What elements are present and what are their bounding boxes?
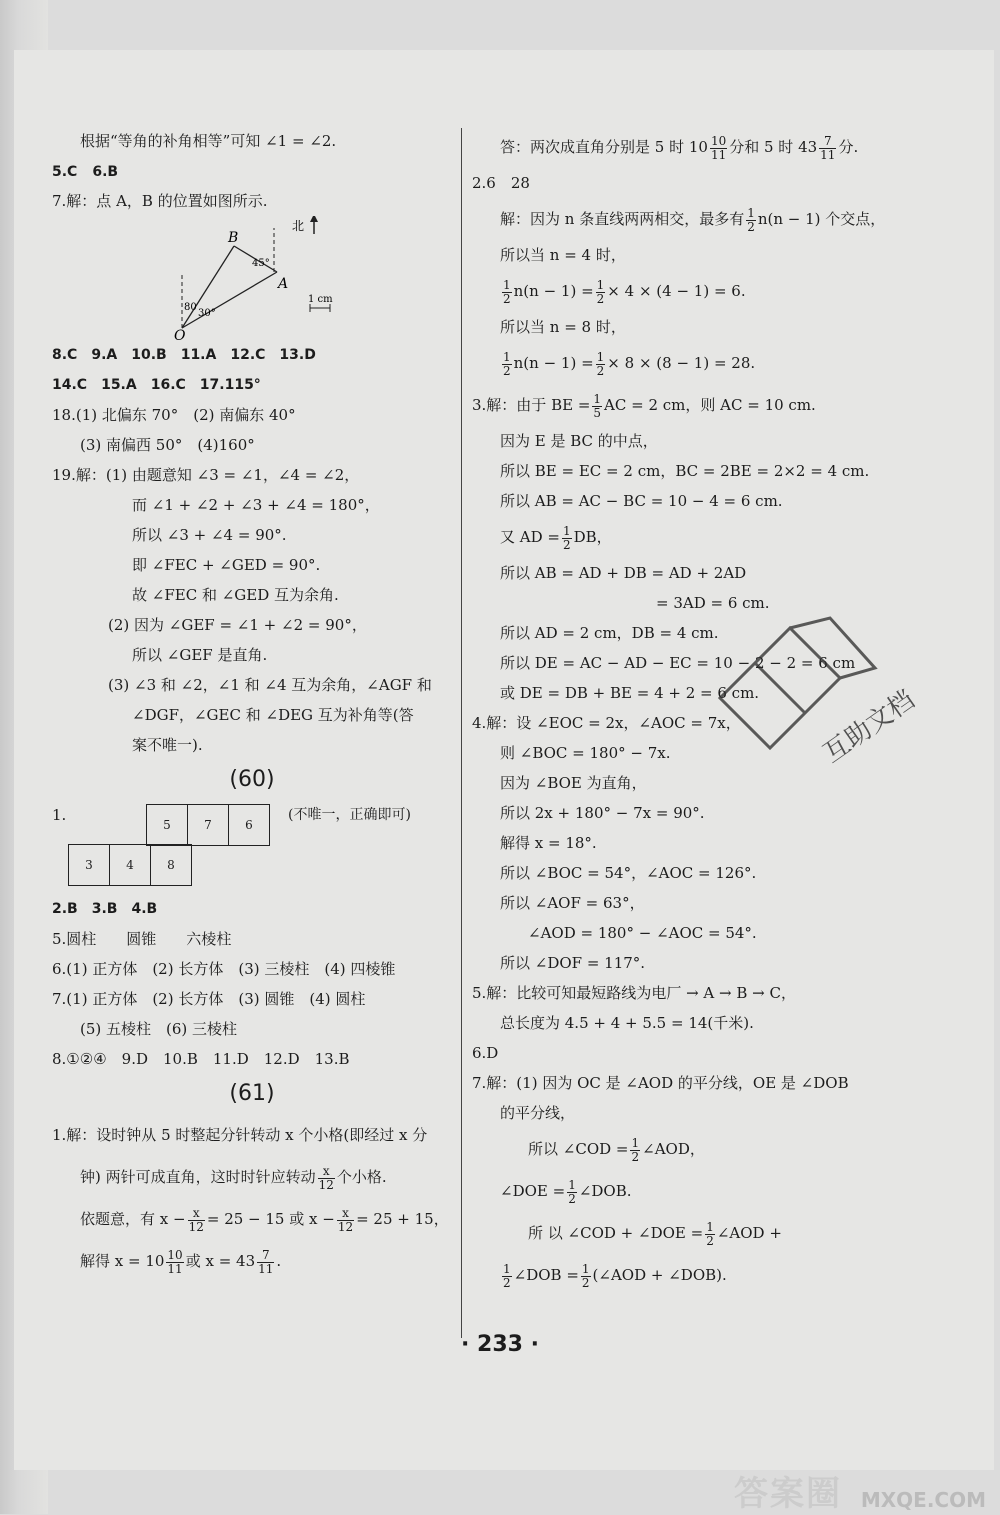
question-number: 1.	[52, 806, 67, 824]
text-line: 解得 x = 18°.	[500, 834, 597, 852]
net-bottom-row	[68, 844, 192, 886]
fraction: $\frac{1}{5}$	[593, 391, 602, 420]
answer-line: 2.B 3.B 4.B	[52, 901, 158, 917]
fraction: $\frac{1}{2}$	[562, 523, 571, 552]
text-line: 所以 DE = AC − AD − EC = 10 − 2 − 2 = 6 cm	[500, 654, 856, 672]
text-line: 解得 x = 10 $\frac{10}{11}$ 或 x = 43 $\frac{7}{11}$ .	[80, 1247, 282, 1276]
text-line: ∠DOE = $\frac{1}{2}$ ∠DOB.	[500, 1177, 632, 1206]
section-heading-61: (61)	[229, 1081, 275, 1106]
angle-45: 45°	[252, 258, 270, 269]
text-line: 所以 ∠3 + ∠4 = 90°.	[132, 526, 287, 544]
text-line: 所以 2x + 180° − 7x = 90°.	[500, 804, 705, 822]
angle-30: 30°	[198, 308, 216, 319]
text-line: 所以 ∠GEF 是直角.	[132, 646, 268, 664]
text-line: 所以当 n = 4 时，	[500, 246, 626, 264]
fraction: $\frac{7}{11}$	[820, 133, 836, 162]
note: (不唯一，正确即可)	[288, 807, 411, 823]
stamp-mark	[700, 608, 930, 798]
text-line: = 3AD = 6 cm.	[656, 594, 770, 612]
fraction: $\frac{1}{2}$	[503, 1261, 511, 1290]
text-line: ∠DGF，∠GEC 和 ∠DEG 互为补角等(答	[132, 706, 414, 724]
fraction: $\frac{1}{2}$	[568, 1177, 576, 1206]
text-line: $\frac{1}{2}$ n(n − 1) = $\frac{1}{2}$ × 8 × (8 − 1) = 28.	[503, 349, 756, 378]
text-line: (3) ∠3 和 ∠2，∠1 和 ∠4 互为余角，∠AGF 和	[108, 676, 432, 694]
text-line: 所以 AD = 2 cm，DB = 4 cm.	[500, 624, 719, 642]
net-face: 7	[188, 805, 229, 846]
answer-6: 6.B	[92, 164, 119, 180]
net-top-row	[146, 804, 270, 846]
fraction: $\frac{x}{12}$	[188, 1205, 204, 1234]
fraction: $\frac{x}{12}$	[318, 1163, 334, 1192]
fraction: $\frac{1}{2}$	[631, 1135, 640, 1164]
fraction: $\frac{1}{2}$	[706, 1219, 714, 1248]
fraction: $\frac{7}{11}$	[258, 1247, 274, 1276]
text-line: 又 AD = $\frac{1}{2}$ DB，	[500, 523, 612, 552]
net-face: 4	[110, 845, 151, 886]
text-line: (5) 五棱柱 (6) 三棱柱	[80, 1020, 238, 1038]
label-B: B	[228, 230, 239, 246]
text-line: 总长度为 4.5 + 4 + 5.5 = 14(千米).	[500, 1014, 754, 1032]
net-figure	[52, 800, 452, 894]
text-line: 所以 AB = AD + DB = AD + 2AD	[500, 564, 747, 582]
text-line: 而 ∠1 + ∠2 + ∠3 + ∠4 = 180°，	[132, 496, 380, 514]
text-line: 所以 AB = AC − BC = 10 − 4 = 6 cm.	[500, 492, 783, 510]
text-line: 的平分线，	[500, 1104, 576, 1122]
answer-line: 8.①②④ 9.D 10.B 11.D 12.D 13.B	[52, 1050, 350, 1068]
text-line: 因为 E 是 BC 的中点，	[500, 432, 658, 450]
text-line: 所 以 ∠COD + ∠DOE = $\frac{1}{2}$ ∠AOD +	[528, 1219, 782, 1248]
text-line: 因为 ∠BOE 为直角，	[500, 774, 647, 792]
fraction: $\frac{1}{2}$	[747, 205, 755, 234]
column-divider	[461, 128, 462, 1338]
fraction: $\frac{x}{12}$	[337, 1205, 354, 1234]
answer-line: 14.C 15.A 16.C 17.115°	[52, 377, 261, 393]
text-line: (2) 因为 ∠GEF = ∠1 + ∠2 = 90°，	[108, 616, 367, 634]
text-line: 依题意，有 x − $\frac{x}{12}$ = 25 − 15 或 x − $\frac{x}{12}$ = 25 + 15，	[80, 1205, 449, 1234]
text-line: 所以当 n = 8 时，	[500, 318, 626, 336]
text-line: 5.圆柱 圆锥 六棱柱	[52, 930, 232, 948]
text-line: 则 ∠BOC = 180° − 7x.	[500, 744, 671, 762]
fraction: $\frac{1}{2}$	[596, 349, 605, 378]
text-line: 18.(1) 北偏东 70° (2) 南偏东 40°	[52, 406, 296, 424]
stamp-overlay	[700, 608, 930, 798]
angle-80: 80	[184, 302, 197, 313]
text-line: 所以 BE = EC = 2 cm，BC = 2BE = 2×2 = 4 cm.	[500, 462, 870, 480]
text-line: 6.(1) 正方体 (2) 长方体 (3) 三棱柱 (4) 四棱锥	[52, 960, 396, 978]
fraction: $\frac{1}{2}$	[596, 277, 605, 306]
compass-figure	[52, 216, 452, 340]
text-line: $\frac{1}{2}$ n(n − 1) = $\frac{1}{2}$ × 4 × (4 − 1) = 6.	[503, 277, 746, 306]
answer-line: 8.C 9.A 10.B 11.A 12.C 13.D	[52, 347, 316, 363]
text-line: 或 DE = DB + BE = 4 + 2 = 6 cm.	[500, 684, 760, 702]
text-line: 故 ∠FEC 和 ∠GED 互为余角.	[132, 586, 339, 604]
net-face: 5	[147, 805, 188, 846]
text-line: 案不唯一).	[132, 736, 203, 754]
fraction: $\frac{1}{2}$	[581, 1261, 590, 1290]
text-line: $\frac{1}{2}$ ∠DOB = $\frac{1}{2}$ (∠AOD + ∠DOB).	[503, 1261, 727, 1290]
watermark-logo: 答案圈	[734, 1474, 842, 1514]
section-heading-60: (60)	[229, 767, 275, 792]
scale-label: 1 cm	[308, 294, 333, 305]
answer-5: 5.C	[52, 164, 78, 180]
text-line: 答：两次成直角分别是 5 时 10 $\frac{10}{11}$ 分和 5 时 43 $\frac{7}{11}$ 分.	[500, 133, 859, 162]
answer-line: 2.6 28	[472, 174, 530, 192]
label-A: A	[278, 276, 289, 292]
text-line: 5.解：比较可知最短路线为电厂 → A → B → C，	[472, 984, 796, 1002]
position-diagram	[52, 216, 352, 340]
text-line: 所以 ∠COD = $\frac{1}{2}$ ∠AOD，	[528, 1135, 705, 1164]
north-label: 北	[292, 219, 305, 233]
fraction: $\frac{1}{2}$	[503, 349, 511, 378]
net-face: 8	[151, 845, 192, 886]
net-face: 3	[69, 845, 110, 886]
stamp-text: 互助文档	[817, 684, 921, 770]
text-line: 钟) 两针可成直角，这时时针应转动 $\frac{x}{12}$ 个小格.	[80, 1163, 387, 1192]
left-column	[52, 126, 452, 1282]
text-line: (3) 南偏西 50° (4)160°	[80, 436, 255, 454]
text-line: 7.(1) 正方体 (2) 长方体 (3) 圆锥 (4) 圆柱	[52, 990, 366, 1008]
answer-line: 6.D	[472, 1044, 499, 1062]
fraction: $\frac{10}{11}$	[710, 133, 727, 162]
text-line: 所以 ∠DOF = 117°.	[500, 954, 646, 972]
text-line: 即 ∠FEC + ∠GED = 90°.	[132, 556, 321, 574]
watermark	[734, 1466, 994, 1512]
watermark-url: MXQE.COM	[860, 1488, 986, 1512]
answer-line	[52, 156, 452, 186]
text-line: 解：因为 n 条直线两两相交，最多有 $\frac{1}{2}$ n(n − 1) 个交点，	[500, 205, 886, 234]
text-line: ∠AOD = 180° − ∠AOC = 54°.	[528, 924, 757, 942]
text-line: 7.解：(1) 因为 OC 是 ∠AOD 的平分线，OE 是 ∠DOB	[472, 1074, 849, 1092]
text-line: 所以 ∠AOF = 63°，	[500, 894, 645, 912]
label-O: O	[174, 328, 186, 340]
net-face: 6	[229, 805, 270, 846]
text-line: 1.解：设时钟从 5 时整起分针转动 x 个小格(即经过 x 分	[52, 1126, 428, 1144]
text-line: 4.解：设 ∠EOC = 2x，∠AOC = 7x，	[472, 714, 741, 732]
fraction: $\frac{10}{11}$	[167, 1247, 183, 1276]
text-line: 所以 ∠BOC = 54°，∠AOC = 126°.	[500, 864, 757, 882]
fraction: $\frac{1}{2}$	[503, 277, 511, 306]
text-line: 3.解：由于 BE = $\frac{1}{5}$ AC = 2 cm，则 AC = 10 cm.	[472, 391, 816, 420]
text-line: 根据“等角的补角相等”可知 ∠1 = ∠2.	[80, 132, 337, 150]
page-number: · 233 ·	[461, 1332, 539, 1357]
text-line: 19.解：(1) 由题意知 ∠3 = ∠1，∠4 = ∠2，	[52, 466, 360, 484]
text-line: 7.解：点 A，B 的位置如图所示.	[52, 192, 268, 210]
